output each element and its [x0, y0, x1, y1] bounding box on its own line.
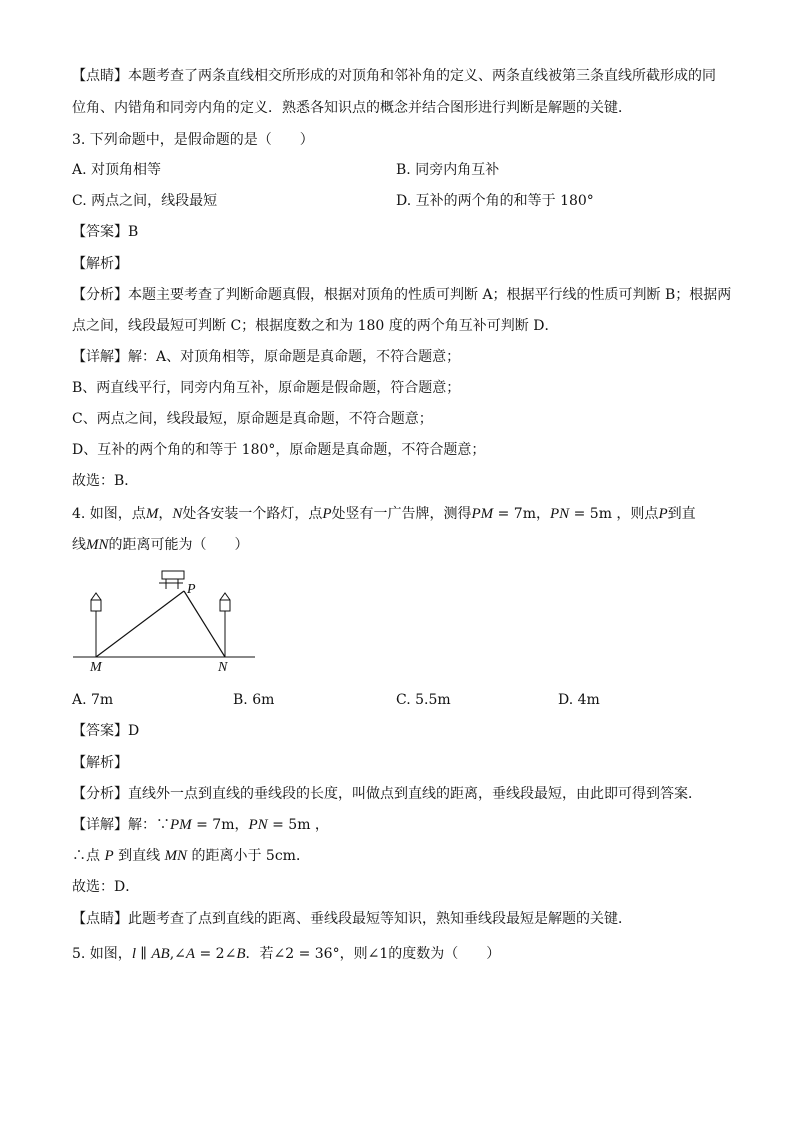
q4-detail-line1: 【详解】解：∵PM = 7m，PN = 5m ，: [72, 817, 329, 833]
q3-fenxi-line2: 点之间，线段最短可判断 C；根据度数之和为 180 度的两个角互补可判断 D．: [72, 318, 559, 334]
q4-option-c: C. 5.5m: [396, 692, 451, 708]
q4-stem-line1: 4. 如图，点M，N处各安装一个路灯，点P处竖有一广告牌，测得PM = 7m，PN = 5m ，则点P到直: [72, 506, 696, 522]
q2-dianjing-line2: 位角、内错角和同旁内角的定义．熟悉各知识点的概念并结合图形进行判断是解题的关键．: [72, 100, 632, 116]
q3-detail-line1: 【详解】解：A、对顶角相等，原命题是真命题，不符合题意；: [72, 349, 461, 365]
q4-option-a: A. 7m: [72, 692, 114, 708]
q3-detail-line4: D、互补的两个角的和等于 180°，原命题是真命题，不符合题意；: [72, 442, 486, 458]
q4-figure: [70, 565, 260, 677]
q4-figure-label-m: M: [90, 660, 102, 675]
q4-figure-label-n: N: [218, 660, 228, 675]
q4-choose: 故选：D．: [72, 879, 140, 895]
q4-option-d: D. 4m: [558, 692, 600, 708]
q5-stem: 5. 如图，l ∥ AB,∠A = 2∠B．若∠2 = 36°，则∠1的度数为（ ）: [72, 946, 501, 962]
q4-stem-line2: 线MN的距离可能为（ ）: [72, 537, 249, 553]
q4-dianjing: 【点睛】此题考查了点到直线的距离、垂线段最短等知识，熟知垂线段最短是解题的关键．: [72, 911, 632, 927]
q4-jiexi: 【解析】: [72, 755, 128, 771]
q3-option-a: A. 对顶角相等: [72, 162, 162, 178]
q3-detail-line2: B、两直线平行，同旁内角互补，原命题是假命题，符合题意；: [72, 380, 461, 396]
q3-stem: 3. 下列命题中，是假命题的是（ ）: [72, 132, 314, 148]
q3-option-d: D. 互补的两个角的和等于 180°: [396, 193, 594, 209]
q3-option-c: C. 两点之间，线段最短: [72, 193, 218, 209]
q4-detail-line2: ∴点 P 到直线 MN 的距离小于 5cm．: [72, 848, 310, 864]
q3-option-b: B. 同旁内角互补: [396, 162, 500, 178]
q3-choose: 故选：B．: [72, 473, 139, 489]
q3-fenxi-line1: 【分析】本题主要考查了判断命题真假，根据对顶角的性质可判断 A；根据平行线的性质可判断 B；根据两: [72, 287, 732, 303]
q4-answer: 【答案】D: [72, 723, 140, 739]
q3-detail-line3: C、两点之间，线段最短，原命题是真命题，不符合题意；: [72, 411, 433, 427]
q4-figure-label-p: P: [187, 582, 196, 597]
q3-jiexi: 【解析】: [72, 256, 128, 272]
q4-fenxi: 【分析】直线外一点到直线的垂线段的长度，叫做点到直线的距离，垂线段最短，由此即可得到答案．: [72, 786, 702, 802]
q2-dianjing-line1: 【点睛】本题考查了两条直线相交所形成的对顶角和邻补角的定义、两条直线被第三条直线所截形成的同: [72, 68, 716, 84]
q3-answer: 【答案】B: [72, 224, 139, 240]
q4-option-b: B. 6m: [233, 692, 275, 708]
